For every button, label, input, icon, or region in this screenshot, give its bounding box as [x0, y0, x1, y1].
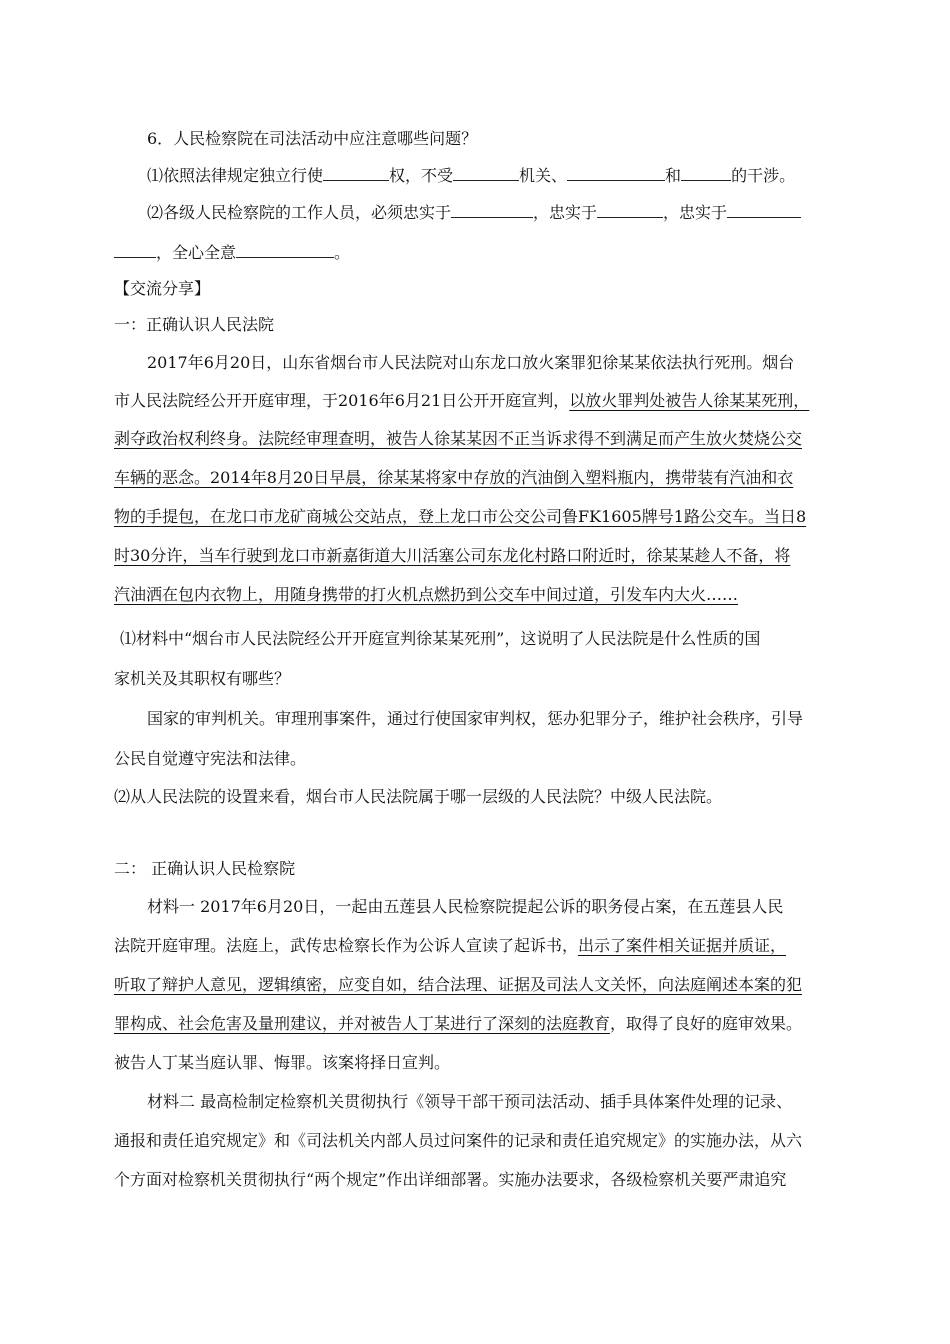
question-6-title: 6．人民检察院在司法活动中应注意哪些问题？	[147, 129, 478, 148]
part1-line-1: 2017年6月20日，山东省烟台市人民法院对山东龙口放火案罪犯徐某某依法执行死刑。烟台	[147, 353, 795, 372]
part1-answer-1b: 公民自觉遵守宪法和法律。	[114, 749, 307, 768]
blank-loyal-3-end[interactable]	[114, 240, 156, 258]
part1-question-1b: 家机关及其职权有哪些？	[114, 669, 291, 688]
part1-answer-1a: 国家的审判机关。审理刑事案件，通过行使国家审判权，惩办犯罪分子，维护社会秩序，引导	[147, 709, 804, 728]
blank-power[interactable]	[323, 163, 389, 181]
blank-serve[interactable]	[236, 240, 334, 258]
question-6-item-2	[147, 200, 801, 224]
part1-question-2: ⑵从人民法院的设置来看，烟台市人民法院属于哪一层级的人民法院？中级人民法院。	[114, 787, 723, 806]
q6-item1-text-d: 和	[665, 166, 682, 185]
q6-item2-text-a: ⑵各级人民检察院的工作人员，必须忠实于	[147, 203, 452, 222]
part2-material1-line-1: 材料一 2017年6月20日，一起由五莲县人民检察院提起公诉的职务侵占案，在五莲县人民	[147, 897, 784, 916]
part1-line-3: 剥夺政治权利终身。法院经审理查明，被告人徐某某因不正当诉求得不到满足而产生放火焚烧公交	[114, 429, 803, 448]
part1-line-2-underlined: 以放火罪判处被告人徐某某死刑，	[569, 391, 810, 410]
part1-question-1a: ⑴材料中“烟台市人民法院经公开开庭宣判徐某某死刑”，这说明了人民法院是什么性质的国	[120, 629, 761, 648]
part1-line-4: 车辆的恶念。2014年8月20日早晨，徐某某将家中存放的汽油倒入塑料瓶内，携带装有汽油和衣	[114, 468, 794, 487]
part2-material1-line-3: 听取了辩护人意见，逻辑缜密，应变自如，结合法理、证据及司法人文关怀，向法庭阐述本案的犯	[114, 975, 803, 994]
q6-item2-text-d: ，全心全意	[156, 243, 237, 262]
part1-line-5: 物的手提包，在龙口市龙矿商城公交站点，登上龙口市公交公司鲁FK1605牌号1路公交车。当日8	[114, 507, 807, 526]
part1-line-6: 时30分许，当车行驶到龙口市新嘉街道大川活塞公司东龙化村路口附近时，徐某某趁人不备，将	[114, 546, 791, 565]
part2-material1-line-2-underlined: 出示了案件相关证据并质证，	[578, 936, 787, 955]
q6-item1-text-c: 机关、	[519, 166, 568, 185]
part2-material1-line-4-plain: ，取得了良好的庭审效果。	[610, 1014, 803, 1033]
q6-item1-text-b: 权，不受	[389, 166, 454, 185]
blank-loyal-3-start[interactable]	[727, 200, 801, 218]
part2-material1-line-4-underlined: 罪构成、社会危害及量刑建议，并对被告人丁某进行了深刻的法庭教育	[114, 1014, 611, 1033]
q6-item1-text-e: 的干涉。	[731, 166, 796, 185]
blank-organ[interactable]	[453, 163, 519, 181]
blank-loyal-1[interactable]	[451, 200, 533, 218]
part2-material1-line-2-plain: 法院开庭审理。法庭上，武传忠检察长作为公诉人宣读了起诉书，	[114, 936, 579, 955]
part2-material2-line-2: 通报和责任追究规定》和《司法机关内部人员过问案件的记录和责任追究规定》的实施办法，从六	[114, 1131, 803, 1150]
part1-heading: 一：正确认识人民法院	[114, 315, 275, 334]
part2-material2-line-1: 材料二 最高检制定检察机关贯彻执行《领导干部干预司法活动、插手具体案件处理的记录、	[147, 1092, 793, 1111]
part2-material1-line-4	[114, 1013, 802, 1035]
part2-material1-line-2	[114, 935, 786, 957]
part1-line-2-plain: 市人民法院经公开开庭审理，于2016年6月21日公开开庭宣判，	[114, 391, 570, 410]
q6-item2-text-b: ，忠实于	[533, 203, 598, 222]
blank-loyal-2[interactable]	[597, 200, 663, 218]
q6-item1-text-a: ⑴依照法律规定独立行使	[147, 166, 324, 185]
blank-group[interactable]	[567, 163, 665, 181]
question-6-item-1	[147, 163, 795, 187]
part1-line-7: 汽油洒在包内衣物上，用随身携带的打火机点燃扔到公交车中间过道，引发车内大火……	[114, 585, 739, 604]
q6-item2-text-c: ，忠实于	[663, 203, 728, 222]
part2-heading: 二： 正确认识人民检察院	[114, 859, 296, 878]
question-6-item-2-cont	[114, 240, 350, 264]
part2-material1-line-5: 被告人丁某当庭认罪、悔罪。该案将择日宣判。	[114, 1053, 451, 1072]
part2-material2-line-3: 个方面对检察机关贯彻执行“两个规定”作出详细部署。实施办法要求，各级检察机关要严肃追究	[114, 1170, 787, 1189]
part1-line-2	[114, 390, 809, 412]
section-title: 【交流分享】	[114, 279, 211, 298]
q6-item2-text-e: 。	[334, 243, 351, 262]
blank-individual[interactable]	[681, 163, 731, 181]
